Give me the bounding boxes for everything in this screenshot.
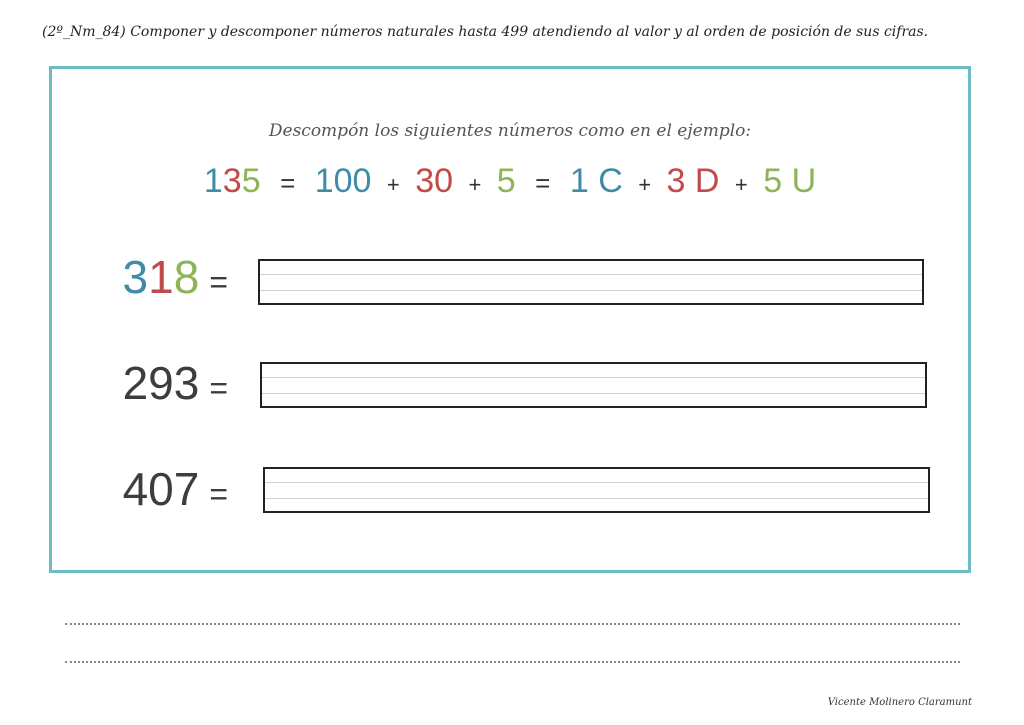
row-digit-tens: 1 [148,251,174,303]
example-u-count: 5 [763,162,783,200]
example-plus-1: + [386,172,400,197]
row-number [123,249,228,310]
writing-line [260,274,922,275]
writing-line [265,498,928,499]
example-plus-2: + [468,172,482,197]
row-number-text: 407 [122,463,200,515]
row-equals: = [209,264,228,300]
row-equals: = [209,476,228,512]
writing-line [265,482,928,483]
example-digit-tens: 3 [222,162,242,200]
dotted-writing-line [65,661,960,663]
dotted-writing-line [65,623,960,625]
instruction-text: Descompón los siguientes números como en el ejemplo: [268,121,752,141]
example-equals-2: = [535,168,551,198]
example-plus-4: + [734,172,748,197]
answer-box[interactable] [258,259,924,305]
example-digit-units: 5 [241,162,261,200]
example-equals-1: = [280,168,296,198]
example-c-count: 1 [569,162,589,200]
example-digit-hundreds: 1 [203,162,223,200]
row-number [123,461,228,522]
answer-box[interactable] [260,362,927,408]
writing-line [262,393,925,394]
exercise-frame [49,66,971,573]
writing-line [260,290,922,291]
example-plus-3: + [638,172,652,197]
example-u-letter: U [791,162,817,200]
answer-box[interactable] [263,467,930,513]
example-equation [52,161,968,205]
author-credit: Vicente Molinero Claramunt [827,697,972,708]
row-number-text: 293 [122,357,200,409]
example-c-letter: C [598,162,623,200]
row-number [123,355,228,416]
example-hundreds-value: 100 [314,162,372,200]
objective-header: (2º_Nm_84) Componer y descomponer números naturales hasta 499 atendiendo al valor y al orden de posición de sus cifras. [42,24,929,40]
example-tens-value: 30 [415,162,454,200]
example-d-letter: D [694,162,720,200]
example-units-value: 5 [496,162,516,200]
exercise-row-318 [52,249,968,309]
writing-line [262,377,925,378]
row-digit-hundreds: 3 [122,251,149,303]
exercise-row-293 [52,355,968,415]
row-equals: = [209,370,228,406]
exercise-row-407 [52,461,968,521]
row-digit-units: 8 [173,251,200,303]
example-d-count: 3 [666,162,686,200]
